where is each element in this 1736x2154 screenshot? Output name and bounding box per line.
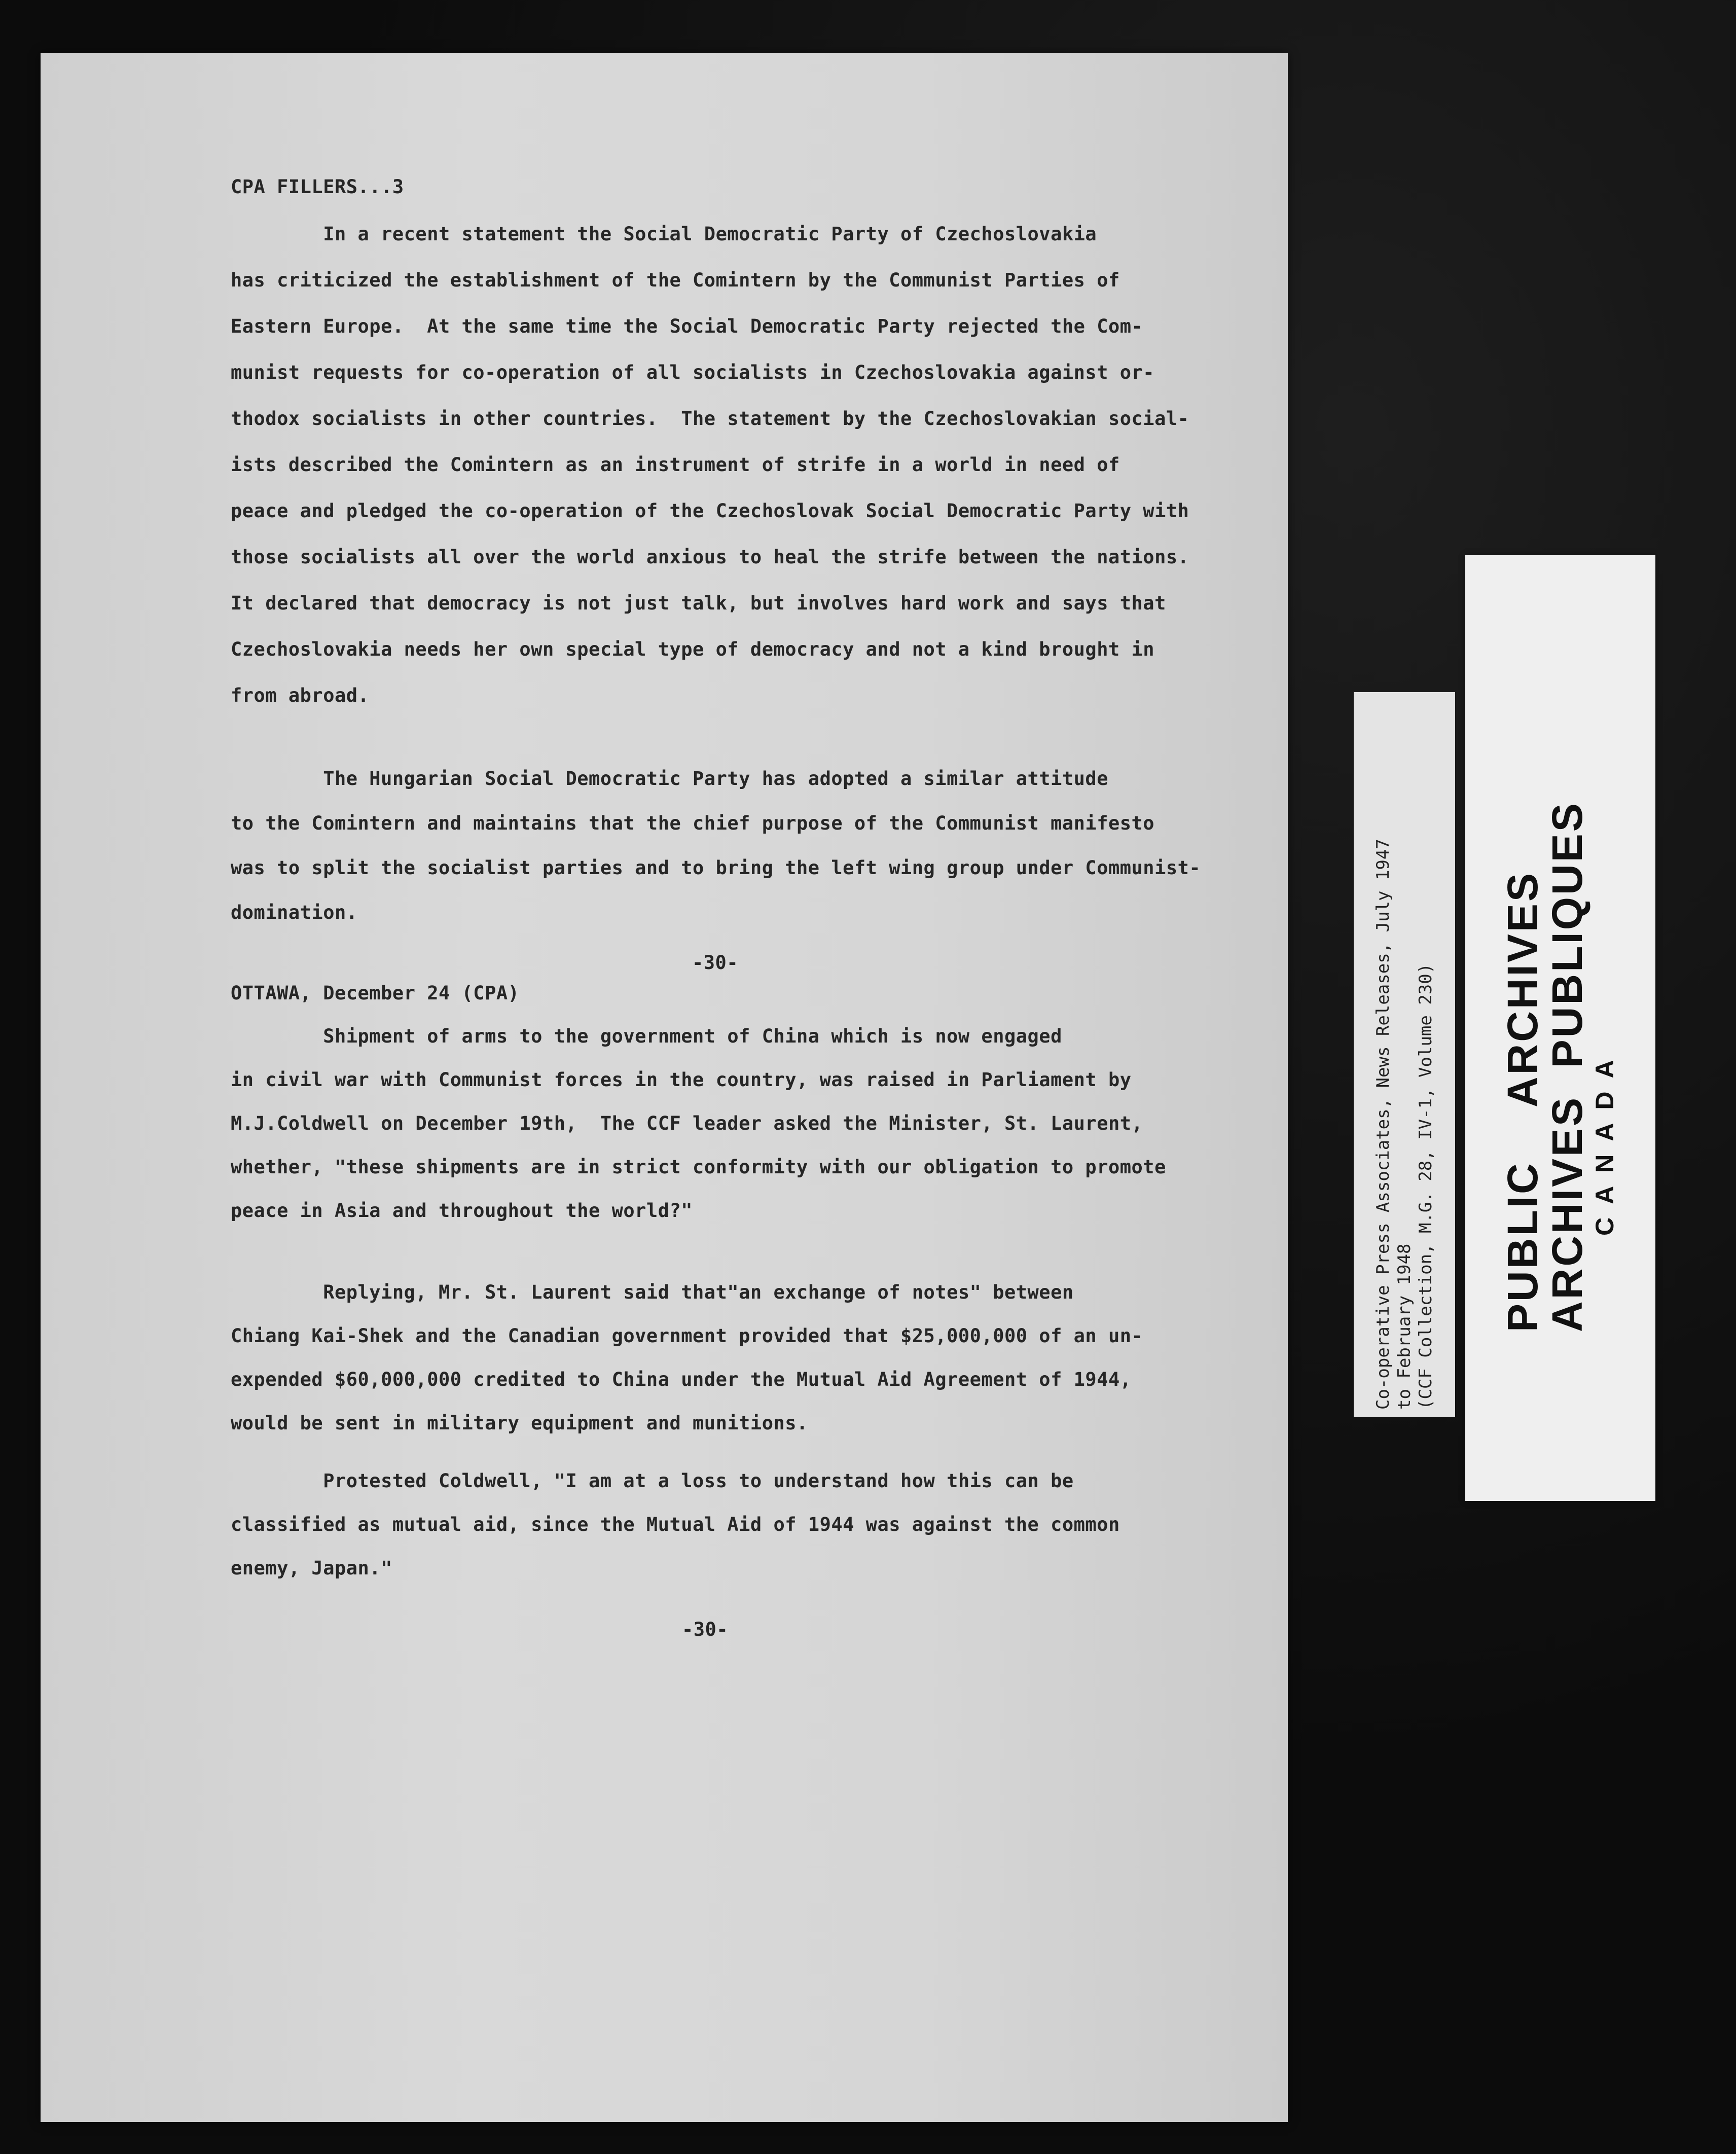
text-line: in civil war with Communist forces in the country, was raised in Parliament by xyxy=(231,1069,1132,1091)
end-marker: -30- xyxy=(692,952,739,974)
stamp-line-french: ARCHIVES PUBLIQUES xyxy=(1543,801,1591,1332)
stamp-line-english: PUBLIC ARCHIVES xyxy=(1499,871,1546,1332)
text-line: enemy, Japan." xyxy=(231,1557,392,1579)
archives-stamp-card xyxy=(1465,555,1655,1501)
text-line: from abroad. xyxy=(231,685,370,706)
text-line: to the Comintern and maintains that the chief purpose of the Communist manifesto xyxy=(231,812,1155,834)
archives-stamp xyxy=(1500,724,1620,1332)
dateline: OTTAWA, December 24 (CPA) xyxy=(231,982,520,1004)
text-line: whether, "these shipments are in strict conformity with our obligation to promote xyxy=(231,1156,1166,1178)
text-line: Eastern Europe. At the same time the Social Democratic Party rejected the Com- xyxy=(231,315,1143,337)
text-line: Protested Coldwell, "I am at a loss to understand how this can be xyxy=(231,1470,1074,1492)
page-header: CPA FILLERS...3 xyxy=(231,176,404,198)
text-line: peace in Asia and throughout the world?" xyxy=(231,1200,693,1222)
text-line: In a recent statement the Social Democratic Party of Czechoslovakia xyxy=(231,223,1097,245)
text-line: peace and pledged the co-operation of the Czechoslovak Social Democratic Party with xyxy=(231,500,1189,522)
stamp-country: CANADA xyxy=(1590,1047,1619,1236)
text-line: was to split the socialist parties and to bring the left wing group under Communist- xyxy=(231,857,1201,879)
reference-line: to February 1948 xyxy=(1394,1243,1415,1410)
text-line: domination. xyxy=(231,902,358,923)
reference-line: (CCF Collection, M.G. 28, IV-1, Volume 230) xyxy=(1416,963,1436,1410)
text-line: would be sent in military equipment and munitions. xyxy=(231,1412,808,1434)
reference-line: Co-operative Press Associates, News Releases, July 1947 xyxy=(1373,839,1393,1410)
text-line: Chiang Kai-Shek and the Canadian government provided that $25,000,000 of an un- xyxy=(231,1325,1143,1347)
typed-page xyxy=(41,53,1288,2122)
text-line: has criticized the establishment of the Comintern by the Communist Parties of xyxy=(231,269,1120,291)
text-line: thodox socialists in other countries. The statement by the Czechoslovakian social- xyxy=(231,408,1189,429)
text-line: expended $60,000,000 credited to China under the Mutual Aid Agreement of 1944, xyxy=(231,1369,1132,1390)
text-line: munist requests for co-operation of all socialists in Czechoslovakia against or- xyxy=(231,362,1155,383)
text-line: Czechoslovakia needs her own special type of democracy and not a kind brought in xyxy=(231,638,1155,660)
end-marker: -30- xyxy=(682,1619,729,1640)
text-line: classified as mutual aid, since the Mutual Aid of 1944 was against the common xyxy=(231,1514,1120,1535)
text-line: It declared that democracy is not just talk, but involves hard work and says that xyxy=(231,592,1166,614)
text-line: Shipment of arms to the government of China which is now engaged xyxy=(231,1025,1062,1047)
text-line: those socialists all over the world anxious to heal the strife between the nations. xyxy=(231,546,1189,568)
text-line: ists described the Comintern as an instrument of strife in a world in need of xyxy=(231,454,1120,476)
text-line: M.J.Coldwell on December 19th, The CCF leader asked the Minister, St. Laurent, xyxy=(231,1112,1143,1134)
text-line: Replying, Mr. St. Laurent said that"an exchange of notes" between xyxy=(231,1281,1074,1303)
reference-text xyxy=(1372,700,1436,1410)
reference-slip xyxy=(1354,692,1455,1417)
text-line: The Hungarian Social Democratic Party has adopted a similar attitude xyxy=(231,768,1108,789)
